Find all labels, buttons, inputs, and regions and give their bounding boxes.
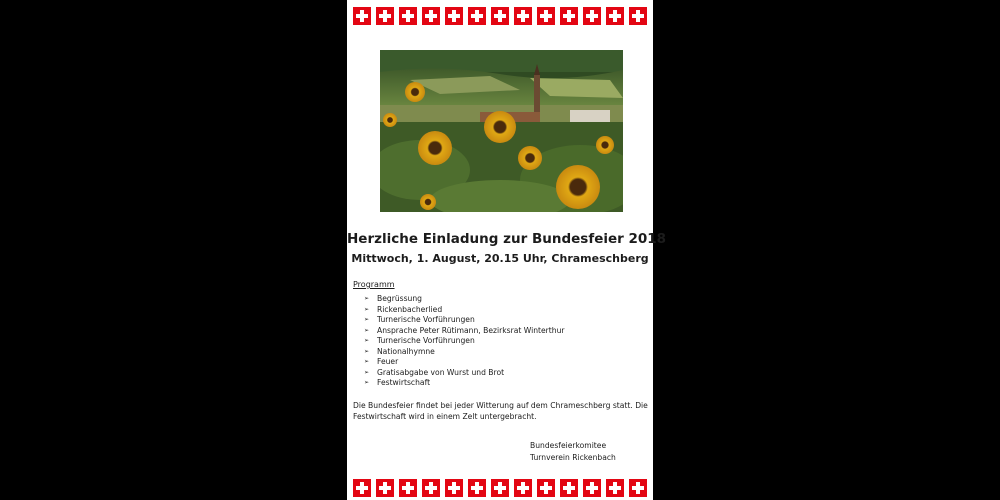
swiss-flag-border-bottom	[353, 479, 647, 497]
swiss-flag-icon	[399, 479, 417, 497]
swiss-flag-icon	[606, 479, 624, 497]
program-item	[364, 378, 565, 389]
swiss-flag-icon	[537, 479, 555, 497]
swiss-flag-icon	[399, 7, 417, 25]
arrow-bullet-icon: ➢	[364, 305, 370, 313]
program-item	[364, 357, 565, 368]
arrow-bullet-icon: ➢	[364, 347, 370, 355]
arrow-bullet-icon: ➢	[364, 358, 370, 365]
swiss-flag-icon	[491, 479, 509, 497]
swiss-flag-icon	[376, 479, 394, 497]
swiss-flag-icon	[422, 479, 440, 497]
sunflower-photo	[380, 50, 623, 212]
program-item	[364, 326, 565, 337]
arrow-bullet-icon: ➢	[364, 295, 370, 302]
program-heading: Programm	[353, 280, 395, 289]
swiss-flag-icon	[445, 7, 463, 25]
arrow-bullet-icon: ➢	[364, 368, 370, 376]
arrow-bullet-icon: ➢	[364, 316, 370, 323]
program-list	[364, 294, 565, 389]
swiss-flag-icon	[468, 479, 486, 497]
swiss-flag-icon	[629, 479, 647, 497]
program-item	[364, 315, 565, 326]
swiss-flag-icon	[422, 7, 440, 25]
swiss-flag-icon	[583, 7, 601, 25]
program-item-label: Turnerische Vorführungen	[377, 315, 475, 324]
program-item	[364, 368, 565, 379]
program-item	[364, 347, 565, 358]
swiss-flag-icon	[606, 7, 624, 25]
program-item	[364, 305, 565, 316]
swiss-flag-icon	[514, 7, 532, 25]
swiss-flag-icon	[376, 7, 394, 25]
program-item-label: Gratisabgabe von Wurst und Brot	[377, 367, 505, 377]
program-item	[364, 336, 565, 347]
swiss-flag-icon	[491, 7, 509, 25]
program-item-label: Nationalhymne	[377, 346, 435, 356]
program-item-label: Ansprache Peter Rütimann, Bezirksrat Winterthur	[377, 325, 565, 335]
program-item-label: Rickenbacherlied	[377, 304, 443, 314]
program-item	[364, 294, 565, 305]
program-item-label: Begrüssung	[377, 294, 422, 303]
swiss-flag-icon	[514, 479, 532, 497]
signature-committee: Bundesfeierkomitee	[530, 441, 607, 450]
swiss-flag-icon	[353, 479, 371, 497]
page-title: Herzliche Einladung zur Bundesfeier 2018	[347, 231, 667, 247]
weather-note: Die Bundesfeier findet bei jeder Witterung auf dem Chrameschberg statt. Die Festwirtschaft wird in einem Zelt untergebracht.	[353, 401, 648, 421]
signature	[530, 440, 616, 463]
program-item-label: Festwirtschaft	[377, 378, 431, 387]
arrow-bullet-icon: ➢	[364, 337, 370, 344]
swiss-flag-icon	[560, 479, 578, 497]
program-item-label: Turnerische Vorführungen	[377, 336, 475, 345]
swiss-flag-icon	[629, 7, 647, 25]
swiss-flag-icon	[583, 479, 601, 497]
event-date-location: Mittwoch, 1. August, 20.15 Uhr, Chrameschberg	[351, 252, 649, 265]
arrow-bullet-icon: ➢	[364, 326, 370, 334]
invitation-poster	[347, 0, 667, 500]
signature-club: Turnverein Rickenbach	[530, 452, 616, 462]
swiss-flag-icon	[468, 7, 486, 25]
swiss-flag-border-top	[353, 7, 647, 25]
swiss-flag-icon	[445, 479, 463, 497]
swiss-flag-icon	[560, 7, 578, 25]
swiss-flag-icon	[353, 7, 371, 25]
program-item-label: Feuer	[377, 357, 399, 366]
arrow-bullet-icon: ➢	[364, 379, 370, 386]
swiss-flag-icon	[537, 7, 555, 25]
